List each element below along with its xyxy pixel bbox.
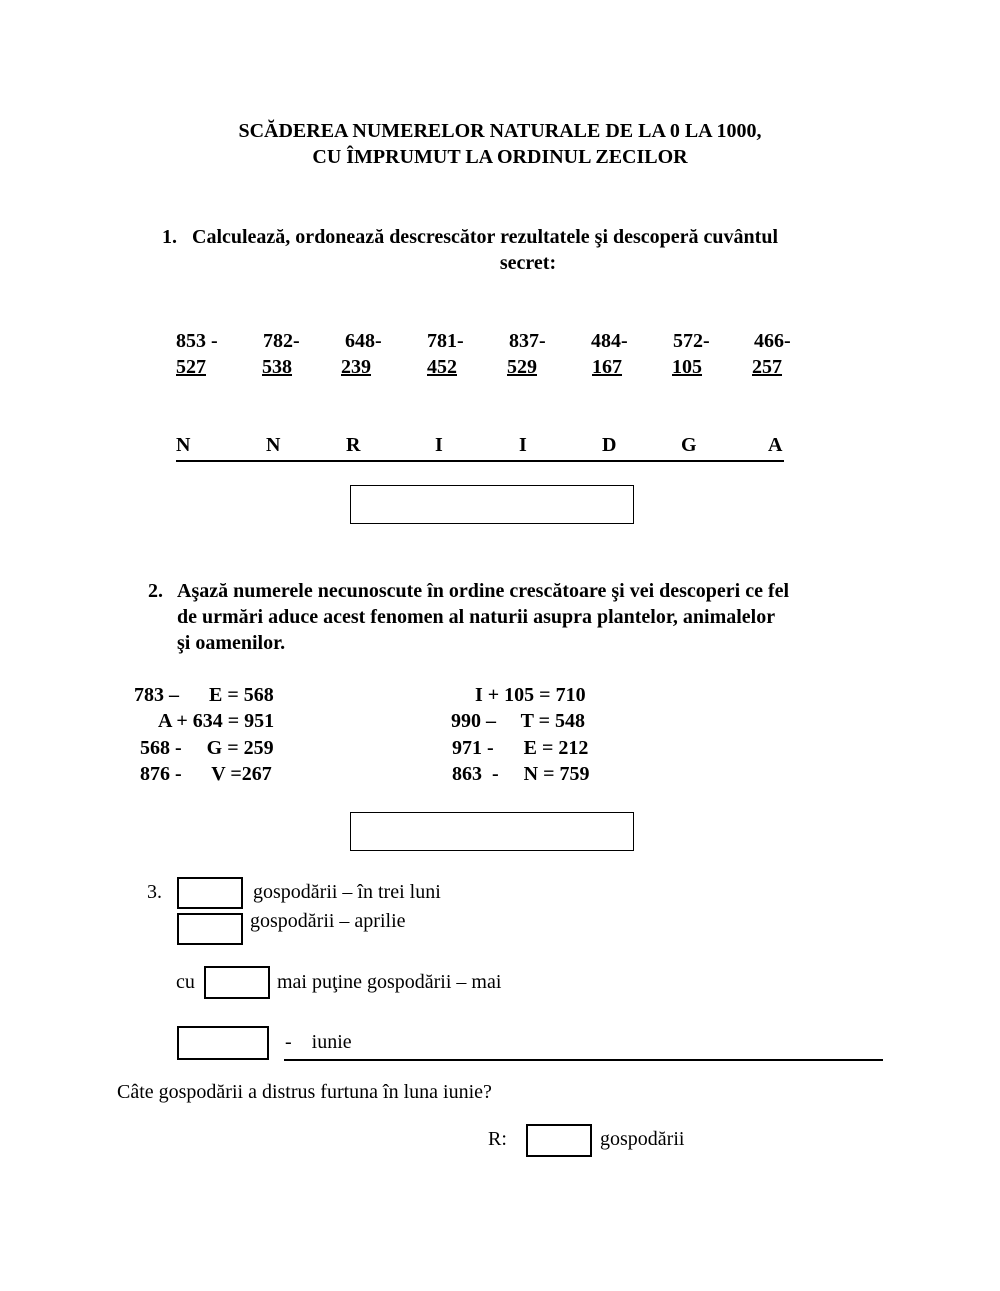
ex2-equation-left-2: A + 634 = 951: [158, 710, 275, 732]
ex1-problem-1-top: 853 -: [176, 330, 218, 352]
ex2-equation-right-4: 863 - N = 759: [452, 763, 590, 785]
ex3-line-1-text: gospodării – în trei luni: [253, 881, 441, 903]
ex3-may-difference-input[interactable]: [204, 966, 270, 999]
ex3-april-households-input[interactable]: [177, 913, 243, 945]
ex1-problem-2-bottom: 538: [262, 356, 292, 378]
ex1-problem-1-bottom: 527: [176, 356, 206, 378]
ex3-line-3-suffix: mai puţine gospodării – mai: [277, 971, 502, 993]
ex2-equation-left-3: 568 - G = 259: [140, 737, 274, 759]
ex1-problem-3-bottom: 239: [341, 356, 371, 378]
ex3-line-4-text: - iunie: [285, 1031, 352, 1053]
ex2-answer-input[interactable]: [350, 812, 634, 851]
ex1-letter-8: A: [768, 434, 783, 456]
ex2-instruction-line-1: Aşază numerele necunoscute în ordine crescătoare şi vei descoperi ce fel: [177, 580, 790, 602]
ex3-line-3-prefix: cu: [176, 971, 195, 993]
ex1-problem-7-top: 572-: [673, 330, 710, 352]
ex1-letter-row: [176, 434, 784, 462]
ex2-instruction-line-2: de urmări aduce acest fenomen al naturii asupra plantelor, animalelor: [177, 606, 776, 628]
ex1-problem-5-top: 837-: [509, 330, 546, 352]
ex1-problem-6-top: 484-: [591, 330, 628, 352]
ex2-equation-right-3: 971 - E = 212: [452, 737, 589, 759]
ex1-letter-7: G: [681, 434, 697, 456]
ex1-problem-3-top: 648-: [345, 330, 382, 352]
ex1-problem-7-bottom: 105: [672, 356, 702, 378]
page-title-line-1: SCĂDEREA NUMERELOR NATURALE DE LA 0 LA 1000,: [238, 120, 762, 142]
ex3-answer-prefix: R:: [488, 1128, 507, 1150]
ex1-problem-4-bottom: 452: [427, 356, 457, 378]
ex2-number: 2.: [148, 580, 163, 602]
ex1-problem-8-bottom: 257: [752, 356, 782, 378]
ex1-problem-4-top: 781-: [427, 330, 464, 352]
ex1-problem-6-bottom: 167: [592, 356, 622, 378]
ex1-letter-3: R: [346, 434, 361, 456]
ex1-letter-1: N: [176, 434, 191, 456]
ex2-instruction-line-3: şi oamenilor.: [177, 632, 286, 654]
ex1-letter-4: I: [435, 434, 443, 456]
ex2-equation-right-2: 990 – T = 548: [451, 710, 586, 732]
ex3-total-households-input[interactable]: [177, 877, 243, 909]
ex1-problem-8-top: 466-: [754, 330, 791, 352]
ex1-number: 1.: [162, 226, 177, 248]
ex1-instruction-line-1: Calculează, ordonează descrescător rezultatele şi descoperă cuvântul: [192, 226, 778, 248]
ex2-equation-right-1: I + 105 = 710: [475, 684, 586, 706]
ex1-letter-5: I: [519, 434, 527, 456]
ex3-june-households-input[interactable]: [177, 1026, 269, 1060]
ex2-equation-left-4: 876 - V =267: [140, 763, 272, 785]
page-title-line-2: CU ÎMPRUMUT LA ORDINUL ZECILOR: [312, 146, 688, 168]
ex1-letter-6: D: [602, 434, 617, 456]
ex3-answer-input[interactable]: [526, 1124, 592, 1157]
ex3-number: 3.: [147, 881, 162, 903]
ex3-line-2-text: gospodării – aprilie: [250, 910, 406, 932]
ex1-problem-2-top: 782-: [263, 330, 300, 352]
ex3-answer-suffix: gospodării: [600, 1128, 685, 1150]
ex3-question: Câte gospodării a distrus furtuna în luna iunie?: [117, 1081, 492, 1103]
ex1-instruction-line-2: secret:: [499, 252, 557, 274]
ex1-problem-5-bottom: 529: [507, 356, 537, 378]
ex3-divider-line: [284, 1059, 883, 1061]
ex2-equation-left-1: 783 – E = 568: [134, 684, 274, 706]
ex1-secret-word-input[interactable]: [350, 485, 634, 524]
ex1-letter-2: N: [266, 434, 281, 456]
